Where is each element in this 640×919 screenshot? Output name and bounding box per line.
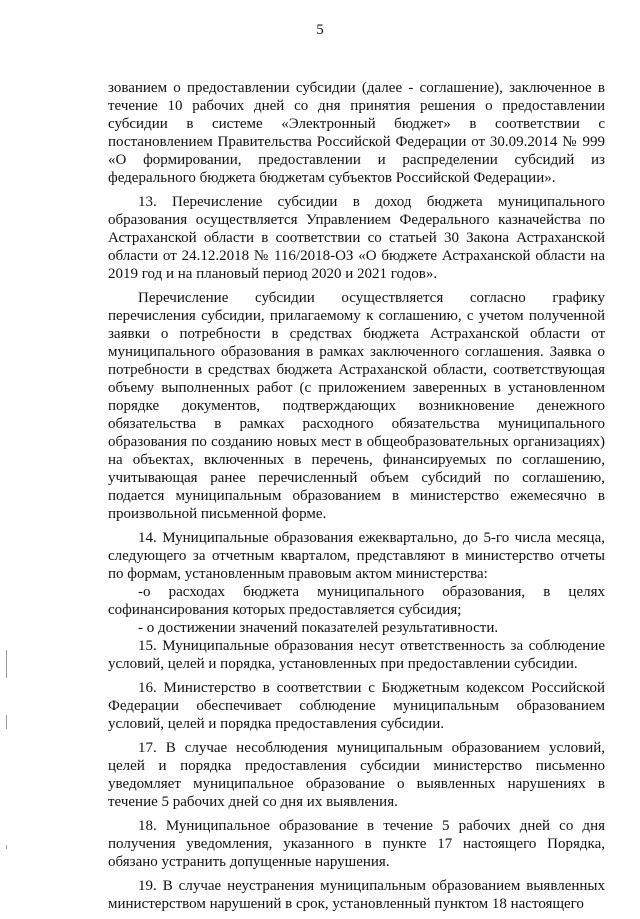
paragraph-15: 15. Муниципальные образования несут ответственность за соблюдение условий, целей и порядка, установленных при предоставлении субсидии. [108, 638, 605, 672]
list-item-expenses: -о расходах бюджета муниципального образования, в целях софинансирования которых предоставляется субсидия; [108, 584, 605, 618]
paragraph-14: 14. Муниципальные образования ежеквартально, до 5-го числа месяца, следующего за отчетным кварталом, представляют в министерство отчеты по формам, установленным правовым актом министерства: [108, 530, 605, 582]
paragraph-transfer-schedule: Перечисление субсидии осуществляется согласно графику перечисления субсидии, прилагаемому к соглашению, с учетом полученной заявки о потребности в средствах бюджета Астраханской области от муниципального образования в рамках заключенного соглашения. Заявка о потребности в средствах бюджета Астраханской области, соответствующая объему выполненных работ (с приложением заверенных в установленном порядке документов, подтверждающих возникновение денежного обязательства в рамках расходного обязательства муниципального образования по созданию новых мест в общеобразовательных организациях) на объектах, включенных в перечень, финансируемых по соглашению, учитывающая ранее перечисленный объем субсидий по соглашению, подается муниципальным образованием в министерство ежемесячно в произвольной письменной форме. [108, 290, 605, 522]
scan-margin-mark [6, 845, 7, 849]
scan-margin-mark [6, 715, 7, 729]
paragraph-17: 17. В случае несоблюдения муниципальным образованием условий, целей и порядка предоставления субсидии министерство письменно уведомляет муниципальное образование о выявленных нарушениях в течение 5 рабочих дней со дня их выявления. [108, 740, 605, 810]
document-body [108, 79, 605, 919]
page-number: 5 [316, 22, 324, 38]
paragraph-19: 19. В случае неустранения муниципальным образованием выявленных министерством нарушений в срок, установленный пунктом 18 настоящего [108, 878, 605, 912]
paragraph-continuation: зованием о предоставлении субсидии (далее - соглашение), заключенное в течение 10 рабочих дней со дня принятия решения о предоставлении субсидии в системе «Электронный бюджет» в соответствии с постановлением Правительства Российской Федерации от 30.09.2014 № 999 «О формировании, предоставлении и распределении субсидий из федерального бюджета бюджетам субъектов Российской Федерации». [108, 80, 605, 186]
scan-margin-mark [6, 650, 7, 678]
list-item-indicators: - о достижении значений показателей результативности. [138, 620, 499, 636]
paragraph-13: 13. Перечисление субсидии в доход бюджета муниципального образования осуществляется Управлением Федерального казначейства по Астраханской области в соответствии со статьей 30 Закона Астраханской области от 24.12.2018 № 116/2018-ОЗ «О бюджете Астраханской области на 2019 год и на плановый период 2020 и 2021 годов». [108, 194, 605, 282]
paragraph-18: 18. Муниципальное образование в течение 5 рабочих дней со дня получения уведомления, указанного в пункте 17 настоящего Порядка, обязано устранить допущенные нарушения. [108, 818, 605, 870]
paragraph-16: 16. Министерство в соответствии с Бюджетным кодексом Российской Федерации обеспечивает соблюдение муниципальным образованием условий, целей и порядка предоставления субсидии. [108, 680, 605, 732]
